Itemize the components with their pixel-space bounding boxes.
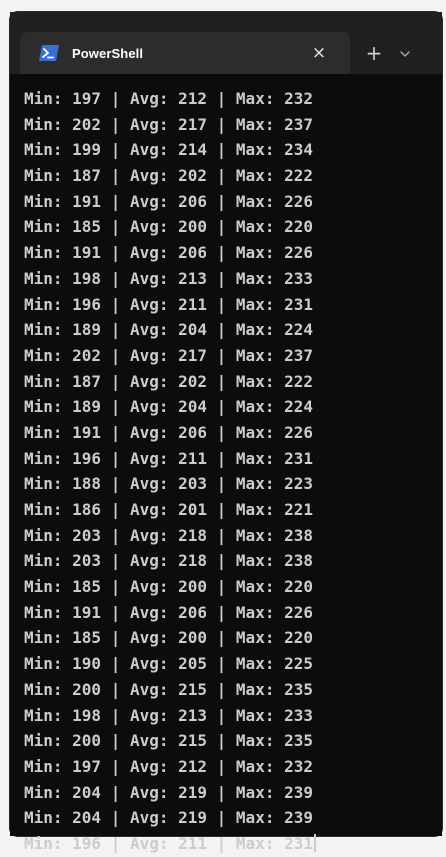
terminal-line (24, 728, 442, 754)
terminal-line-text: Min: 203 | Avg: 218 | Max: 238 (24, 525, 313, 545)
terminal-line-text: Min: 204 | Avg: 219 | Max: 239 (24, 782, 313, 802)
terminal-line-text: Min: 187 | Avg: 202 | Max: 222 (24, 166, 313, 186)
terminal-line-text: Min: 191 | Avg: 206 | Max: 226 (24, 191, 313, 211)
terminal-line-text: Min: 197 | Avg: 212 | Max: 232 (24, 89, 313, 108)
terminal-line (24, 266, 442, 292)
terminal-line (24, 677, 442, 703)
terminal-line (24, 703, 442, 729)
terminal-line-text: Min: 185 | Avg: 200 | Max: 220 (24, 217, 313, 237)
terminal-window (10, 12, 442, 853)
terminal-line (24, 651, 442, 677)
terminal-line-text: Min: 198 | Avg: 213 | Max: 233 (24, 268, 313, 288)
terminal-line-text: Min: 203 | Avg: 218 | Max: 238 (24, 551, 313, 571)
terminal-line (24, 214, 442, 240)
terminal-line-text: Min: 191 | Avg: 206 | Max: 226 (24, 243, 313, 263)
terminal-line (24, 343, 442, 369)
terminal-line (24, 163, 442, 189)
terminal-line (24, 394, 442, 420)
terminal-line-text: Min: 191 | Avg: 206 | Max: 226 (24, 422, 313, 442)
terminal-line (24, 137, 442, 163)
terminal-line (24, 523, 442, 549)
terminal-line-text: Min: 185 | Avg: 200 | Max: 220 (24, 577, 313, 597)
terminal-line (24, 574, 442, 600)
terminal-line (24, 548, 442, 574)
terminal-line (24, 240, 442, 266)
terminal-line-text: Min: 190 | Avg: 205 | Max: 225 (24, 654, 313, 674)
terminal-line (24, 471, 442, 497)
terminal-line-text: Min: 200 | Avg: 215 | Max: 235 (24, 731, 313, 751)
terminal-line (24, 420, 442, 446)
terminal-line (24, 754, 442, 780)
terminal-line (24, 497, 442, 523)
terminal-line-text: Min: 186 | Avg: 201 | Max: 221 (24, 500, 313, 519)
terminal-line-text: Min: 199 | Avg: 214 | Max: 234 (24, 140, 313, 160)
tab-powershell[interactable] (20, 32, 350, 74)
terminal-line-text: Min: 191 | Avg: 206 | Max: 226 (24, 602, 313, 622)
terminal-line-text: Min: 198 | Avg: 213 | Max: 233 (24, 705, 313, 725)
terminal-line-text: Min: 196 | Avg: 211 | Max: 231 (24, 294, 313, 314)
close-tab-icon[interactable]: × (311, 43, 327, 63)
new-tab-button[interactable]: + (365, 41, 383, 65)
terminal-line-text: Min: 189 | Avg: 204 | Max: 224 (24, 320, 313, 340)
tab-bar (10, 12, 442, 74)
terminal-line-text: Min: 189 | Avg: 204 | Max: 224 (24, 397, 313, 417)
terminal-line (24, 189, 442, 215)
terminal-line-text: Min: 188 | Avg: 203 | Max: 223 (24, 474, 313, 494)
terminal-line-text: Min: 202 | Avg: 217 | Max: 237 (24, 114, 313, 134)
terminal-line (24, 292, 442, 318)
terminal-line-text: Min: 185 | Avg: 200 | Max: 220 (24, 628, 313, 648)
terminal-line-text: Min: 196 | Avg: 211 | Max: 231 (24, 833, 313, 853)
terminal-line-text: Min: 200 | Avg: 215 | Max: 235 (24, 679, 313, 699)
terminal-line-text: Min: 202 | Avg: 217 | Max: 237 (24, 345, 313, 365)
terminal-line (24, 831, 442, 857)
text-cursor (314, 834, 316, 852)
terminal-line-text: Min: 204 | Avg: 219 | Max: 239 (24, 808, 313, 828)
terminal-line (24, 369, 442, 395)
terminal-line (24, 600, 442, 626)
terminal-line (24, 780, 442, 806)
terminal-line (24, 86, 442, 112)
terminal-line (24, 112, 442, 138)
terminal-line-text: Min: 197 | Avg: 212 | Max: 232 (24, 756, 313, 776)
chevron-down-icon[interactable] (394, 43, 416, 65)
terminal-line-text: Min: 196 | Avg: 211 | Max: 231 (24, 448, 313, 468)
powershell-icon (38, 44, 60, 62)
terminal-line-text: Min: 187 | Avg: 202 | Max: 222 (24, 371, 313, 391)
terminal-line (24, 317, 442, 343)
terminal-output[interactable] (10, 74, 442, 853)
terminal-line (24, 446, 442, 472)
tab-title: PowerShell (72, 45, 144, 61)
terminal-line (24, 805, 442, 831)
terminal-line (24, 625, 442, 651)
